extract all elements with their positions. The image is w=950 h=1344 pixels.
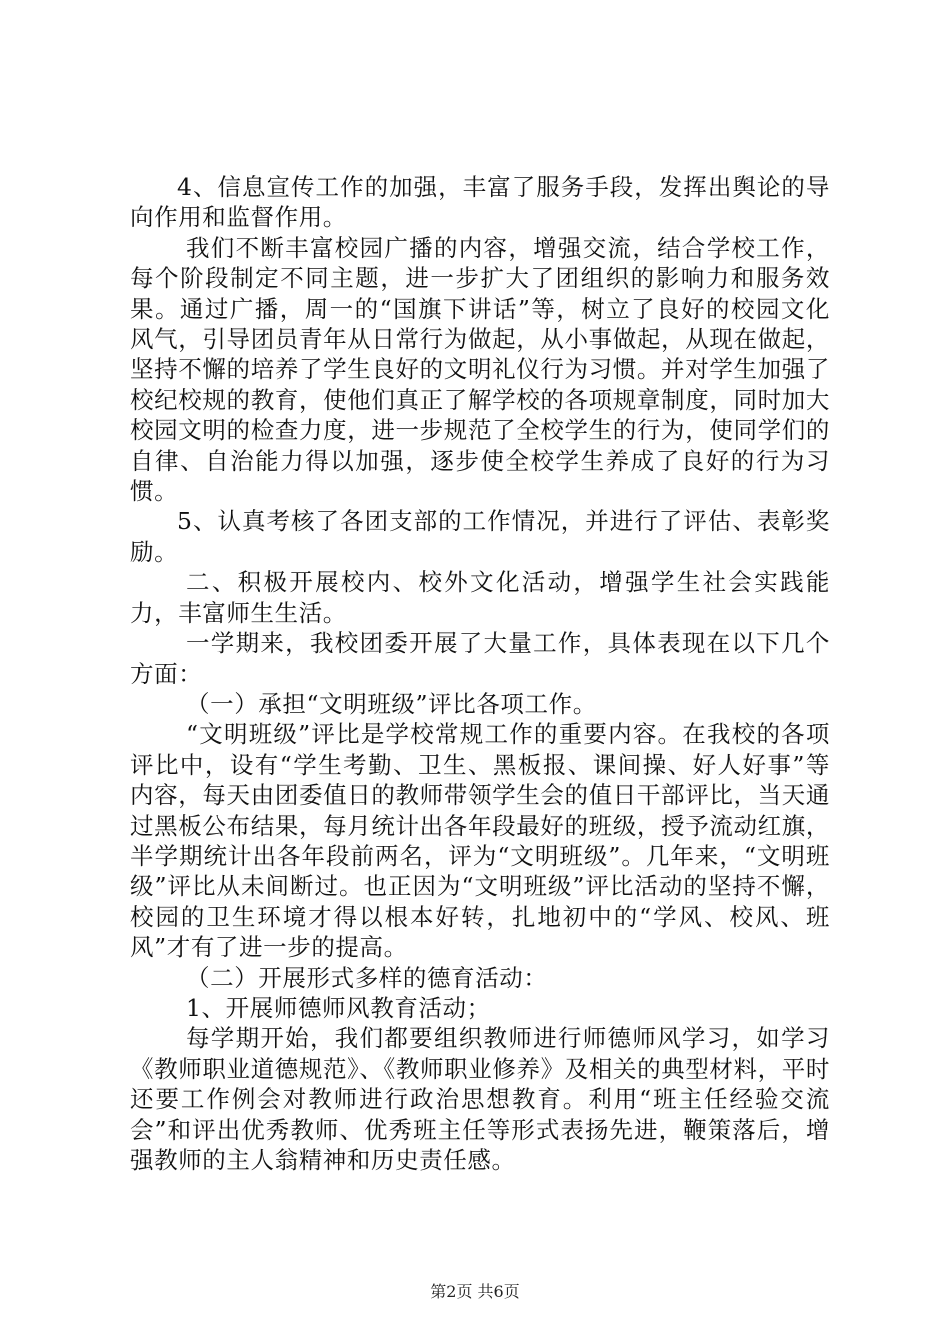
paragraph: 每学期开始，我们都要组织教师进行师德师风学习，如学习《教师职业道德规范》、《教师职业修养》及相关的典型材料，平时还要工作例会对教师进行政治思想教育。利用“班主任经验交流会”和评出优秀教师、优秀班主任等形式表扬先进，鞭策落后，增强教师的主人翁精神和历史责任感。 [130,1024,830,1174]
document-body [130,172,830,1175]
paragraph: 我们不断丰富校园广播的内容，增强交流，结合学校工作，每个阶段制定不同主题，进一步扩大了团组织的影响力和服务效果。通过广播，周一的“国旗下讲话”等，树立了良好的校园文化风气，引导团员青年从日常行为做起，从小事做起，从现在做起，坚持不懈的培养了学生良好的文明礼仪行为习惯。并对学生加强了校纪校规的教育，使他们真正了解学校的各项规章制度，同时加大校园文明的检查力度，进一步规范了全校学生的行为，使同学们的自律、自治能力得以加强，逐步使全校学生养成了良好的行为习惯。 [130,233,830,506]
paragraph: （一）承担“文明班级”评比各项工作。 [186,689,597,718]
paragraph: （二）开展形式多样的德育活动： [186,963,548,992]
paragraph: 一学期来，我校团委开展了大量工作，具体表现在以下几个方面： [130,629,830,688]
paragraph: 1、开展师德师风教育活动； [186,993,491,1022]
page-number-footer: 第2页 共6页 [430,1282,520,1301]
paragraph: 4、信息宣传工作的加强，丰富了服务手段，发挥出舆论的导向作用和监督作用。 [130,173,830,232]
paragraph: “文明班级”评比是学校常规工作的重要内容。在我校的各项评比中，设有“学生考勤、卫生、黑板报、课间操、好人好事”等内容，每天由团委值日的教师带领学生会的值日干部评比，当天通过黑板公布结果，每月统计出各年段最好的班级，授予流动红旗，半学期统计出各年段前两名，评为“文明班级”。几年来，“文明班级”评比从未间断过。也正因为“文明班级”评比活动的坚持不懈，校园的卫生环境才得以根本好转，扎地初中的“学风、校风、班风”才有了进一步的提高。 [130,720,830,962]
paragraph: 二、积极开展校内、校外文化活动，增强学生社会实践能力，丰富师生生活。 [130,568,830,627]
paragraph: 5、认真考核了各团支部的工作情况，并进行了评估、表彰奖励。 [130,507,830,566]
